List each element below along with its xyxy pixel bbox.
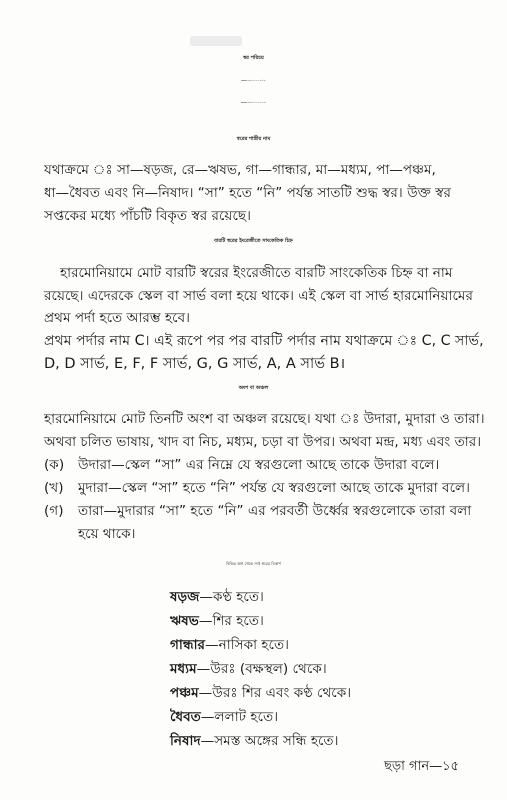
swar-origin: —নাসিকা হতে। bbox=[205, 637, 290, 653]
paragraph-line: হারমোনিয়ামে মোট তিনটি অংশ বা অঞ্চল রয়েছে। যথা ঃ উদারা, মুদারা ও তারা। bbox=[44, 411, 485, 427]
swar-origin-row bbox=[170, 636, 289, 654]
paragraph-line: প্রথম পর্দার নাম C। এই রূপে পর পর বারটি পর্দার নাম যথাক্রমে ঃ C, C সার্ভ, bbox=[44, 333, 484, 349]
swar-origin-row bbox=[170, 612, 264, 630]
swar-origin-row bbox=[170, 708, 278, 726]
paragraph-line: অথবা চলিত ভাষায়, খাদ বা নিচ, মধ্যম, চড়া বা উপর। অথবা মন্দ্র, মধ্য এবং তার। bbox=[44, 434, 482, 450]
swar-origin: —কণ্ঠ হতে। bbox=[199, 589, 264, 605]
aroh-line bbox=[0, 79, 507, 82]
swar-origin: —উরঃ (বক্ষস্থল) থেকে। bbox=[196, 661, 327, 677]
heading-sapta-swar-bikash: বিভিন্ন অঙ্গ থেকে সপ্ত স্বরের বিকাশ bbox=[226, 561, 281, 566]
paragraph-line: রয়েছে। এদেরকে স্কেল বা সার্ভ বলা হয়ে থাকে। এই স্কেল বা সার্ভ হারমোনিয়ামের bbox=[44, 288, 473, 304]
list-item-tara bbox=[44, 502, 471, 520]
aroh-label: আরোহণ ঃ bbox=[241, 81, 250, 82]
page-footer: ছড়া গান—১৫ bbox=[384, 759, 459, 774]
paragraph-line: যথাক্রমে ঃ সা—ষড়জ, রে—ঋষভ, গা—গান্ধার, মা—মধ্যম, পা—পঞ্চম, bbox=[44, 162, 436, 178]
avaroh-notes: র্সা নি ধা পা মা গা রে সা, bbox=[250, 103, 266, 104]
list-text: উদারা—স্কেল “সা” এর নিম্নে যে স্বরগুলো আছে তাকে উদারা বলে। bbox=[78, 457, 440, 473]
paragraph-line: ধা—ধৈবত এবং নি—নিষাদ। “সা” হতে “নি” পর্যন্ত সাতটি শুদ্ধ স্বর। উক্ত স্বর bbox=[44, 185, 451, 201]
swar-origin: —ললাট হতে। bbox=[200, 709, 279, 725]
heading-sanketik-chinho: বারটি স্বরের ইংরেজীতে সাংকেতিক চিহ্ন bbox=[214, 238, 293, 244]
list-text: মুদারা—স্কেল “সা” হতে “নি” পর্যন্ত যে স্বরগুলো আছে তাকে মুদারা বলে। bbox=[78, 480, 471, 496]
aroh-notes: সা রে গা মা পা ধা নি র্সা, bbox=[250, 81, 266, 82]
avaroh-line bbox=[0, 101, 507, 104]
swar-origin: —শির হতে। bbox=[198, 613, 264, 629]
swar-name: ষড়জ bbox=[170, 589, 200, 605]
list-marker: (গ) bbox=[44, 503, 64, 519]
swar-name: ঋষভ bbox=[170, 613, 199, 629]
list-text: তারা—মুদারার “সা” হতে “নি” এর পরবর্তী উর্ধ্বের স্বরগুলোকে তারা বলা bbox=[78, 503, 472, 519]
swar-name: মধ্যম bbox=[170, 661, 197, 677]
avaroh-label: অবরোহণ ঃ bbox=[241, 103, 250, 104]
swar-origin: —সমস্ত অঙ্গের সন্ধি হতে। bbox=[200, 733, 339, 749]
heading-shastriya-naam: স্বরের শাস্ত্রীয় নাম bbox=[236, 136, 271, 142]
heading-ongsho: অংশ বা অঞ্চল bbox=[238, 385, 269, 391]
paragraph-line: সপ্তকের মধ্যে পাঁচটি বিকৃত স্বর রয়েছে। bbox=[44, 208, 252, 224]
heading-swar-porichoy: স্বর পরিচয় bbox=[243, 55, 264, 61]
swar-name: নিষাদ bbox=[170, 733, 201, 749]
list-marker: (খ) bbox=[44, 480, 64, 496]
paragraph-line: D, D সার্ভ, E, F, F সার্ভ, G, G সার্ভ, A, A সার্ভ B। bbox=[44, 356, 346, 372]
swar-name: ধৈবত bbox=[170, 709, 201, 725]
paragraph-line: হারমোনিয়ামে মোট বারটি স্বরের ইংরেজীতে বারটি সাংকেতিক চিহ্ন বা নাম bbox=[60, 265, 453, 281]
swar-name: গান্ধার bbox=[170, 637, 206, 653]
list-item-continuation: হয়ে থাকে। bbox=[78, 526, 136, 542]
paragraph-line: প্রথম পর্দা হতে আরম্ভ হবে। bbox=[44, 310, 191, 326]
swar-name: পঞ্চম bbox=[170, 685, 199, 701]
swar-origin-row bbox=[170, 588, 264, 606]
list-marker: (ক) bbox=[44, 457, 65, 473]
swar-origin-row bbox=[170, 660, 327, 678]
list-item-udara bbox=[44, 456, 439, 474]
faded-header-mark bbox=[190, 36, 242, 46]
list-item-mudara bbox=[44, 479, 470, 497]
swar-origin-row bbox=[170, 684, 351, 702]
swar-origin-row bbox=[170, 732, 338, 750]
swar-origin: —উরঃ শির এবং কণ্ঠ থেকে। bbox=[198, 685, 352, 701]
